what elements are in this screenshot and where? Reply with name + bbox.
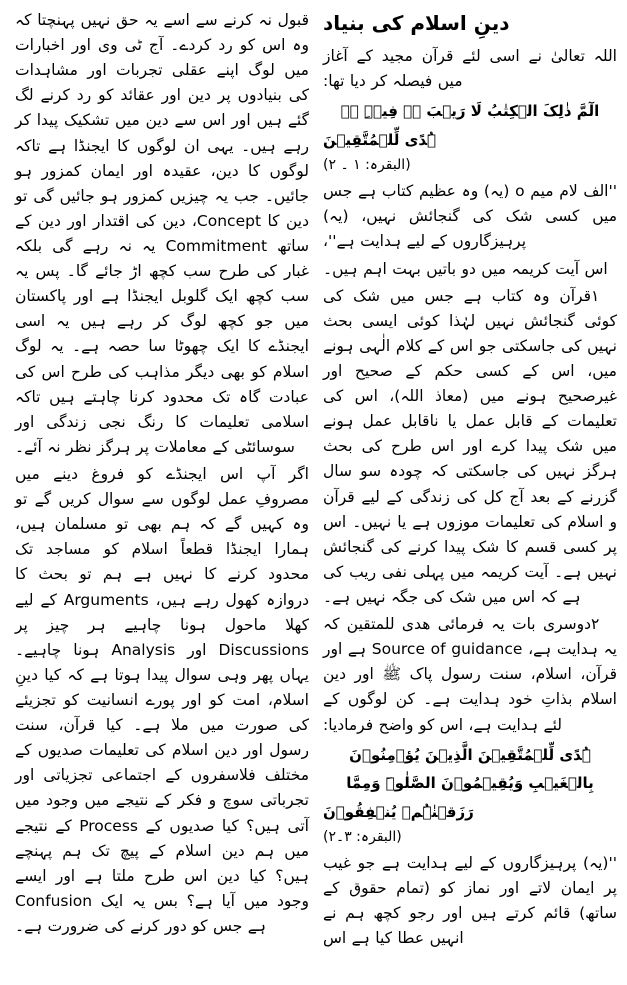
quran-verse-text: ہُدًی لِّلۡمُتَّقِیۡنَ الَّذِیۡنَ یُؤۡمِنُوۡنَ بِالۡغَیۡبِ وَیُقِیۡمُوۡنَ الصَّلٰوۃَ وَمِمَّا رَزَقۡنٰہُمۡ یُنۡفِقُوۡنَ (323, 745, 594, 821)
numbered-paragraph (323, 284, 617, 610)
paragraph: اس آیت کریمہ میں دو باتیں بہت اہم ہیں۔ (323, 259, 608, 278)
paragraph-text: دوسری بات یہ فرمائی ھدی للمتقین کہ یہ ہدایت ہے، Source of guidance ہے اور قرآن، اسلام، سنت رسول پاک ﷺ اور دین اسلام بذاتِ خود ہدایت ہے۔ کن لوگوں کے لئے ہدایت ہے، اس کو واضح فرمادیا: (323, 615, 618, 734)
paragraph: قبول نہ کرنے سے اسے یہ حق نہیں پہنچتا کہ وہ اس کو رد کردے۔ آج ٹی وی اور اخبارات میں لوگ اپنے عقلی تجربات اور مشاہدات کی بنیادوں پر دین اور عقائد کو رد کرنے لگ گئے ہیں اور اس سے دین میں تشکیک پیدا کر رہے ہیں۔ یہی ان لوگوں کا ایجنڈا ہے تاکہ لوگوں کا دین، عقیدہ اور ایمان کمزور ہو جائیں۔ جب یہ چیزیں کمزور ہو جائیں گی تو دین کا Concept، دین کی اقتدار اور دین کے ساتھ Commitment یہ نہ رہے گی بلکہ غبار کی طرح سب کچھ اڑ جائے گا۔ پس یہ سب کچھ ایک گلوبل ایجنڈا ہے اور پاکستان میں جو کچھ لوگ کر رہے ہیں یہ اسی ایجنڈے کا ایک چھوٹا سا حصہ ہے۔ یہ لوگ اسلام کو بھی دیگر مذاہب کی طرح اس کی عبادت گاہ تک محدود کرنا چاہتے ہیں تاکہ اسلامی تعلیمات کا رنگ نجی زندگی اور سوسائٹی کے معاملات پر ہرگز نظر نہ آئے۔ (15, 11, 309, 456)
quran-verse-reference: (البقرہ: ۳۔۲) (323, 829, 402, 846)
numbered-paragraph (323, 612, 617, 738)
paragraph-text: قرآن وہ کتاب ہے جس میں شک کی کوئی گنجائش نہیں لہٰذا کوئی ایسی بحث نہیں کی جاسکتی جو اس کے کلام الٰہی ہونے میں، اس کے کسی حکم کے صحیح اور غیرصحیح ہونے میں (معاذ اللہ)، اس کی تعلیمات کے قابل عمل یا ناقابل عمل ہونے میں شک پیدا کرے اور اس طرح کی بحث ہرگز نہیں کی جاسکتی کہ چودہ سو سال گزرنے کے بعد آج کل کی زندگی کے لیے قرآن و اسلام کی تعلیمات موزوں ہے یا نہیں۔ اس پر کسی قسم کا شک پیدا کرنے کی گنجائش نہیں ہے۔ آیت کریمہ میں پہلی نفی ریب کی ہے کہ اس میں شک کی جگہ نہیں ہے۔ (323, 286, 617, 606)
list-number: ۱ (591, 286, 600, 305)
paragraph: اللہ تعالیٰ نے اسی لئے قرآن مجید کے آغاز میں فیصلہ کر دیا تھا: (323, 47, 617, 91)
column-right (323, 8, 617, 979)
paragraph: ''(یہ) پرہیزگاروں کے لیے ہدایت ہے جو غیب پر ایمان لاتے اور نماز کو (تمام حقوق کے ساتھ) قائم کرتے ہیں اور رجو کچھ ہم نے انہیں عطا کیا ہے اس (323, 854, 617, 948)
quran-verse-block (323, 97, 617, 176)
quran-verse-block (323, 741, 617, 849)
quran-verse-text: الٓمَّ ذٰلِکَ الۡکِتٰبُ لَا رَیۡبَ ۚۖ فِیۡہِ ۚۛ ہُدًی لِّلۡمُتَّقِیۡنَ (323, 102, 600, 149)
paragraph: اگر آپ اس ایجنڈے کو فروغ دینے میں مصروفِ عمل لوگوں سے سوال کریں گے تو وہ کہیں گے کہ ہم بھی تو مسلمان ہیں، ہمارا ایجنڈا قطعاً اسلام کو مساجد تک محدود کرنے کا نہیں ہے ہم تو بحث کا دروازہ کھول رہے ہیں، Arguments کے لیے کھلا ماحول ہونا چاہیے ہر چیز پر Discussions اور Analysis ہونا چاہیے۔ یہاں پھر وہی سوال پیدا ہوتا ہے کہ کیا دینِ اسلام، امت کو اور پورے انسانیت کو تجزیئے کی صورت میں ملا ہے۔ کیا قرآن، سنت رسول اور دین اسلام کی تعلیمات صدیوں کے مختلف فلاسفروں کے اجتماعی تجزیاتی اور تجرباتی سوچ و فکر کے نتیجے میں وجود میں آتی ہیں؟ کیا صدیوں کے Process کے نتیجے میں ہم دین اسلام کے پیچ تک ہم پہنچے ہیں؟ کیا دین اس طرح ملتا ہے اور ایسے وجود میں آیا ہے؟ بس یہ ایک Confusion ہے جس کو دور کرنے کی ضرورت ہے۔ (15, 464, 309, 935)
quran-verse-reference: (البقرہ: ۱ ۔ ۲) (323, 157, 411, 174)
column-left (15, 8, 309, 979)
page-title: دینِ اسلام کی بنیاد (323, 11, 510, 35)
list-number: ۲ (591, 615, 600, 634)
paragraph: ''الف لام میم o (یہ) وہ عظیم کتاب ہے جس میں کسی شک کی گنجائش نہیں، (یہ) پرہیزگاروں کے لیے ہدایت ہے''، (323, 182, 618, 251)
